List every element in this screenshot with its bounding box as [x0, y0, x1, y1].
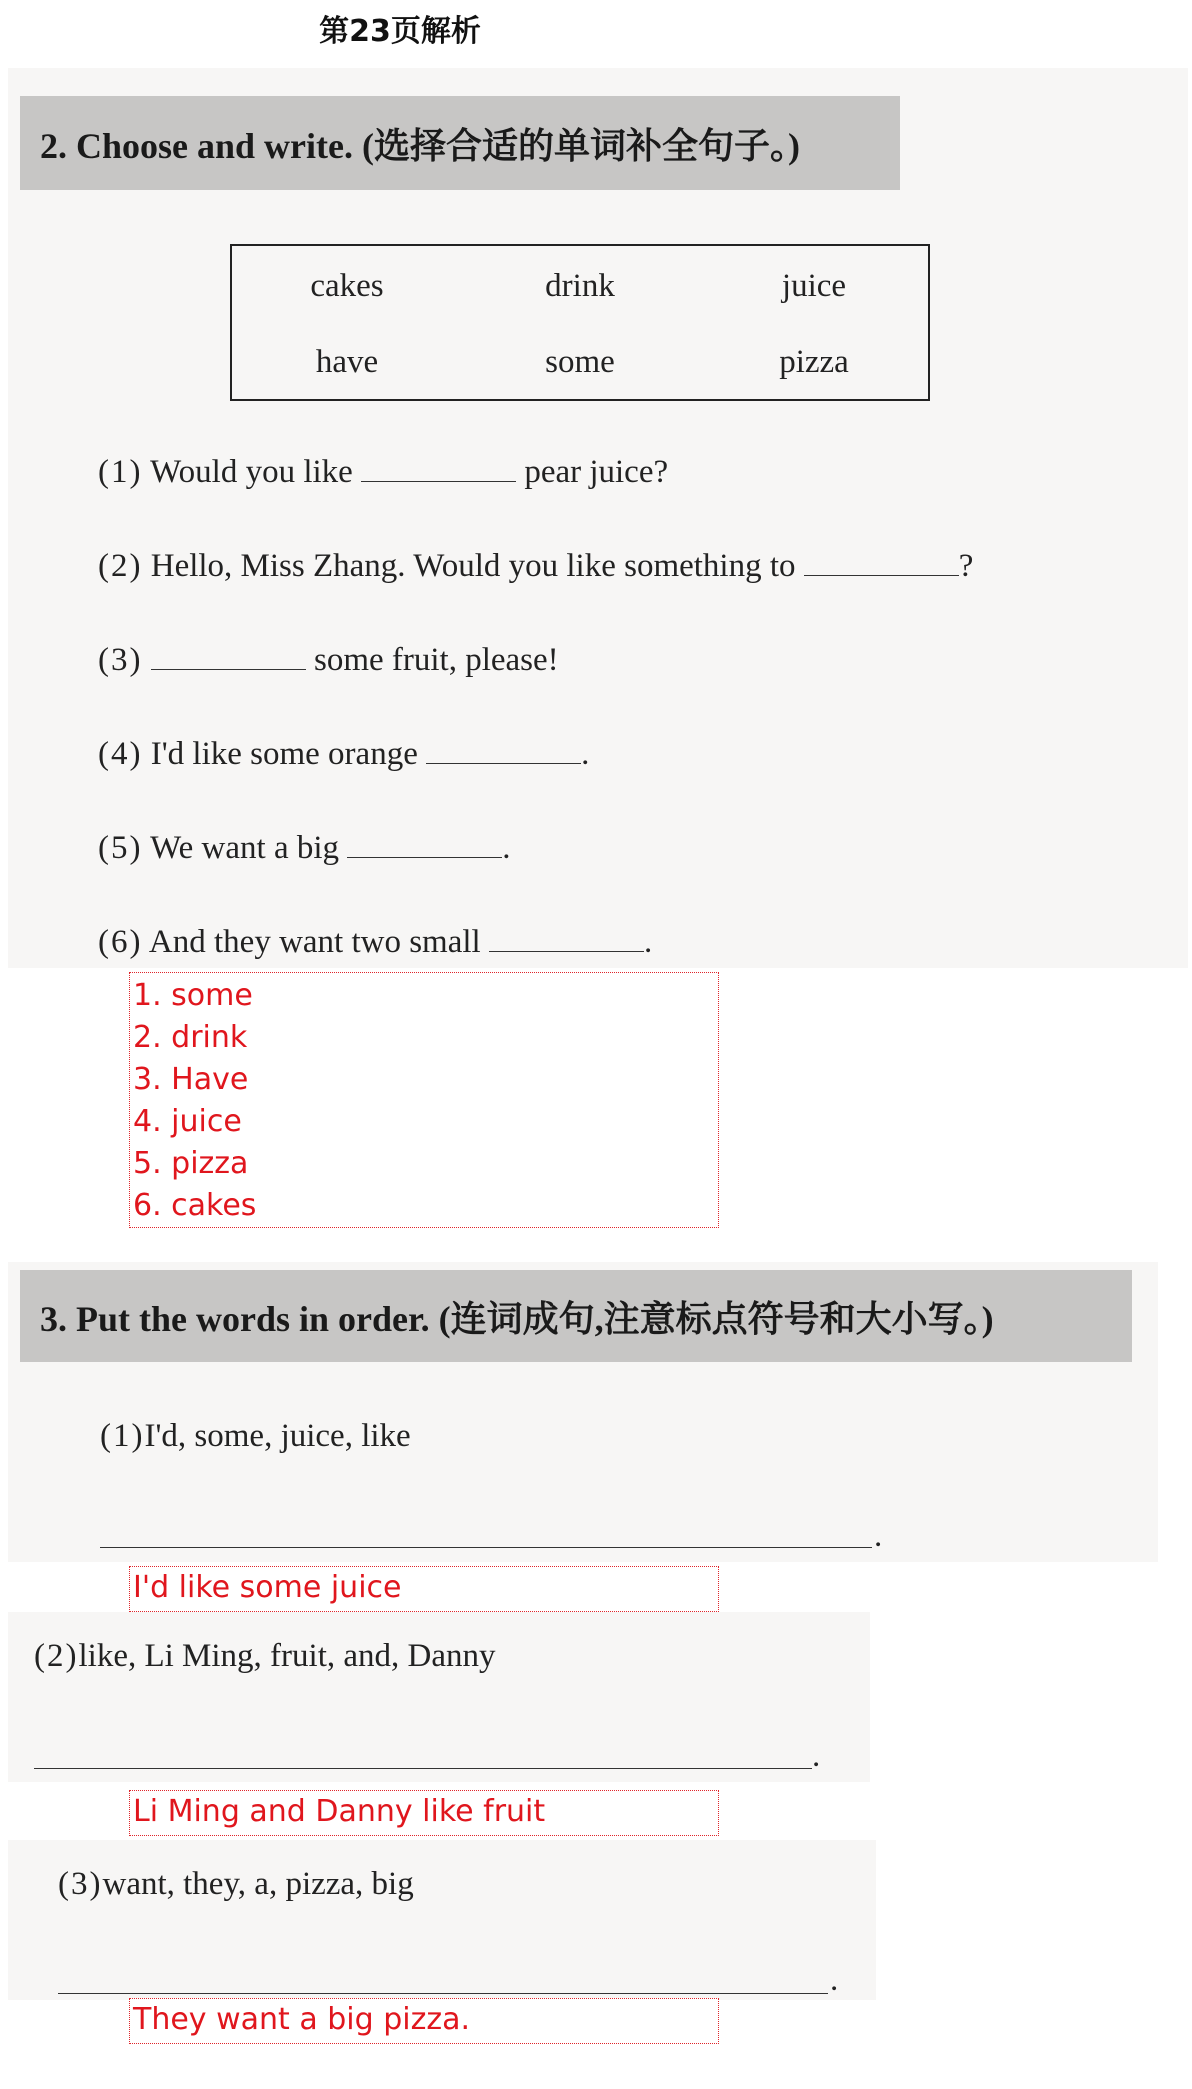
question-line — [98, 924, 652, 961]
page-title: 第23页解析 — [319, 14, 481, 49]
order-question — [100, 1418, 411, 1455]
question-text-after: . — [502, 830, 511, 866]
question-text-before: I'd like some orange — [150, 736, 418, 772]
question-text-before: We want a big — [150, 830, 340, 866]
write-line — [58, 1993, 828, 1994]
order-question — [58, 1866, 414, 1903]
section3-header-text: 3. Put the words in order. (连词成句,注意标点符号和大小写。) — [40, 1298, 994, 1339]
question-line — [98, 548, 973, 585]
answer-blank — [347, 831, 502, 858]
answer-item: 4. juice — [133, 1104, 242, 1139]
word-bank-box — [230, 244, 930, 401]
section2-header-text: 2. Choose and write. (选择合适的单词补全句子。) — [40, 125, 800, 166]
scrambled-words: I'd, some, juice, like — [144, 1418, 411, 1454]
question-number: (1) — [100, 1418, 145, 1454]
word-bank-item: have — [315, 344, 379, 380]
answer-blank — [489, 925, 644, 952]
line-end-period: . — [874, 1518, 883, 1554]
word-bank-item: some — [545, 344, 615, 380]
order-question — [34, 1638, 496, 1675]
answer-blank — [804, 549, 959, 576]
section3-header — [20, 1270, 1132, 1362]
answer-blank — [361, 455, 516, 482]
question-line — [98, 642, 559, 679]
scan-region-section3-q3 — [8, 1840, 876, 2000]
write-line — [100, 1547, 872, 1548]
word-bank-item: pizza — [779, 344, 849, 380]
answer-text: I'd like some juice — [133, 1570, 402, 1605]
question-number: (3) — [98, 642, 143, 678]
answer-item: 3. Have — [133, 1062, 249, 1097]
question-line — [98, 830, 511, 867]
question-text-after: . — [643, 924, 653, 960]
answer-text: Li Ming and Danny like fruit — [133, 1794, 546, 1829]
answer-box — [129, 1998, 719, 2044]
question-number: (3) — [58, 1866, 103, 1902]
answer-blank — [151, 643, 306, 670]
question-number: (5) — [98, 830, 143, 866]
question-text-before: Would you like — [150, 454, 353, 490]
answer-item: 1. some — [133, 978, 253, 1013]
section2-header — [20, 96, 900, 190]
question-text-before: And they want two small — [148, 924, 481, 960]
question-text-after: . — [581, 736, 590, 772]
question-number: (6) — [98, 924, 143, 960]
scrambled-words: want, they, a, pizza, big — [102, 1866, 414, 1902]
answer-box — [129, 1790, 719, 1836]
question-number: (2) — [34, 1638, 79, 1674]
question-line — [98, 454, 668, 491]
question-number: (1) — [98, 454, 143, 490]
answer-item: 5. pizza — [133, 1146, 249, 1181]
answer-item: 6. cakes — [133, 1188, 257, 1223]
question-text-after: some fruit, please! — [313, 642, 559, 678]
question-number: (4) — [98, 736, 143, 772]
question-line — [98, 736, 589, 773]
scrambled-words: like, Li Ming, fruit, and, Danny — [78, 1638, 496, 1674]
line-end-period: . — [812, 1738, 821, 1774]
write-line — [34, 1768, 812, 1769]
answer-blank — [426, 737, 581, 764]
word-bank-item: cakes — [310, 268, 384, 304]
question-text-after: ? — [958, 548, 974, 584]
line-end-period: . — [830, 1962, 839, 1998]
question-text-before: Hello, Miss Zhang. Would you like something to — [150, 548, 796, 584]
answer-box — [129, 1566, 719, 1612]
word-bank-item: drink — [545, 268, 615, 304]
word-bank-item: juice — [781, 268, 847, 304]
answer-text: They want a big pizza. — [133, 2002, 470, 2037]
answer-item: 2. drink — [133, 1020, 248, 1055]
answer-box-section2 — [129, 972, 719, 1228]
question-text-after: pear juice? — [524, 454, 669, 490]
question-number: (2) — [98, 548, 143, 584]
